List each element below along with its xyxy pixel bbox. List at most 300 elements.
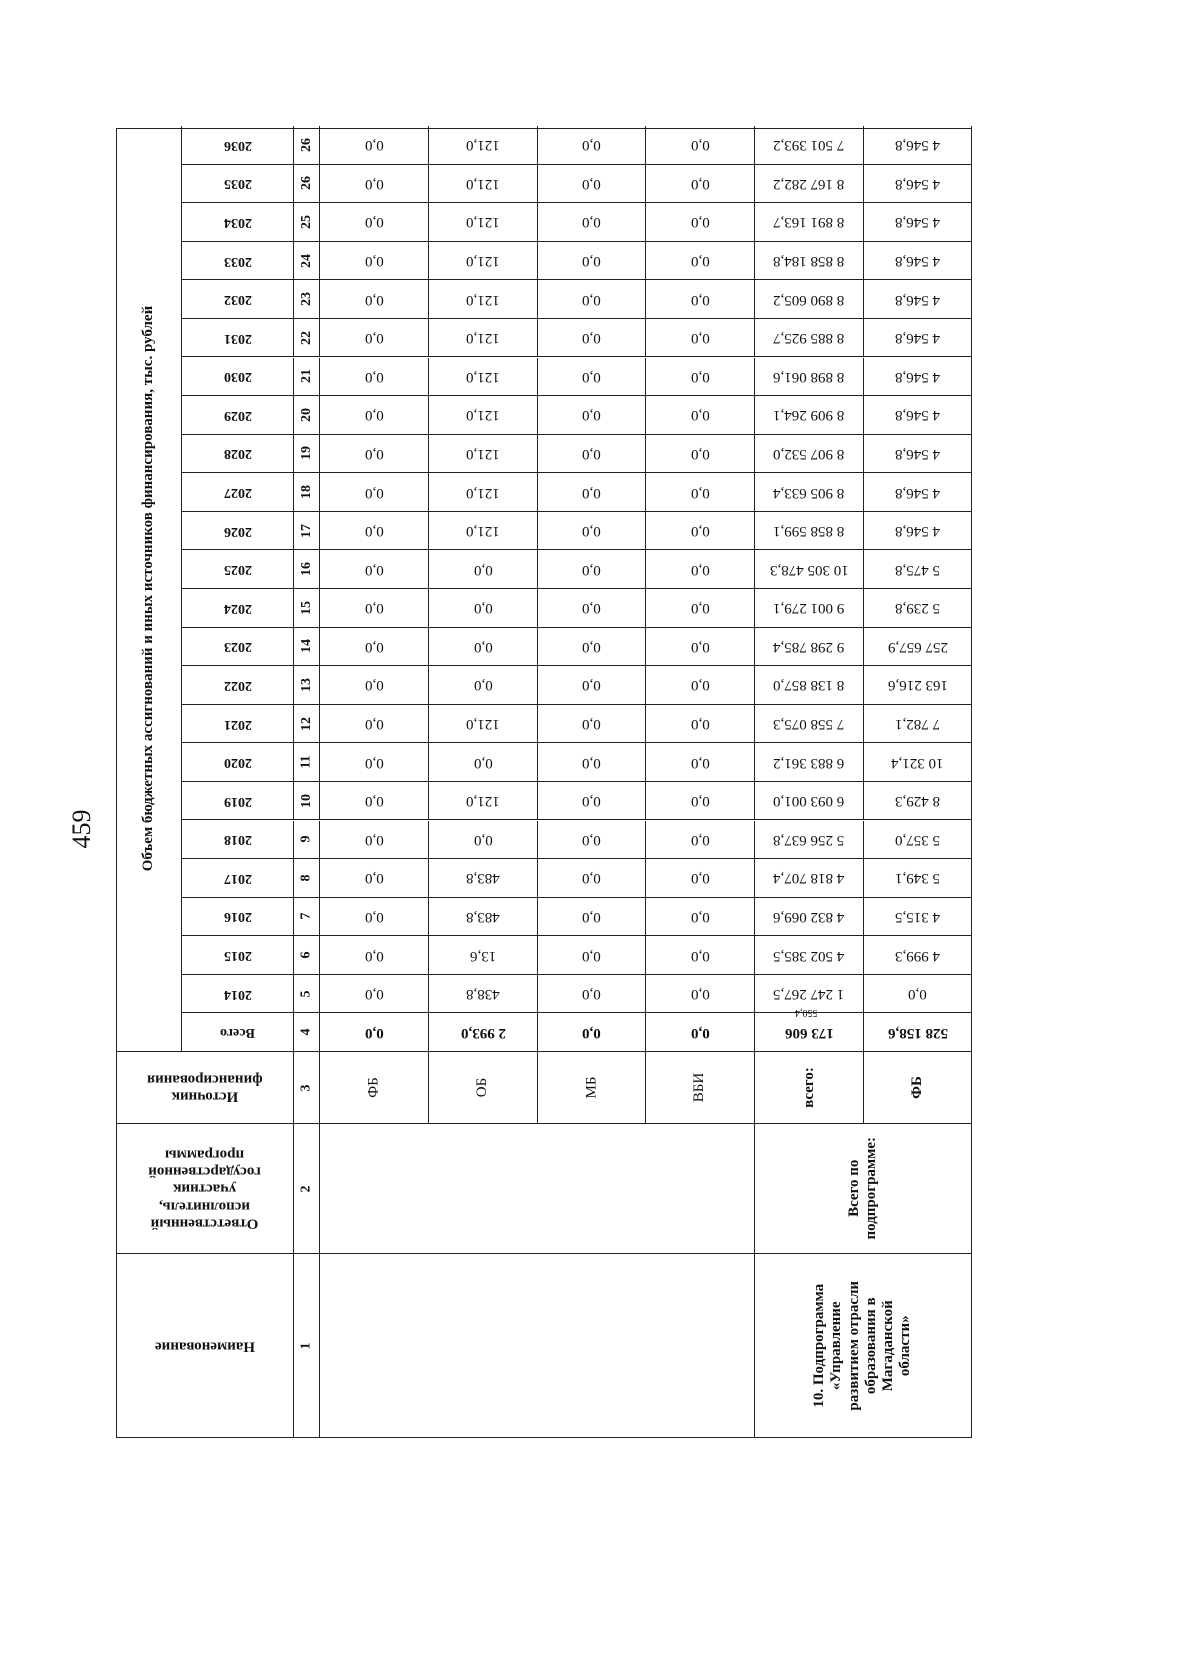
cell-value: 0,0 — [473, 754, 493, 771]
cell-value: 0,0 — [582, 716, 601, 733]
table-cell — [646, 358, 755, 397]
year-label: 2016 — [223, 909, 252, 925]
cell-value: 0,0 — [690, 600, 710, 617]
cell-value: 8 167 282,2 — [773, 175, 845, 192]
year-label: 2027 — [223, 485, 252, 501]
budget-table — [124, 124, 1036, 1528]
table-cell — [538, 859, 646, 898]
table-cell — [646, 319, 755, 358]
table-cell — [538, 705, 646, 744]
cell-value: 4 546,8 — [895, 368, 940, 385]
year-label: 2023 — [223, 639, 252, 655]
cell-value: 0,0 — [364, 870, 384, 887]
table-cell — [320, 743, 429, 782]
table-cell — [320, 550, 429, 589]
cell-value: 483,8 — [466, 870, 500, 887]
source-cell — [538, 1052, 646, 1124]
cell-value: 8 905 633,4 — [773, 484, 845, 501]
table-cell — [646, 512, 755, 551]
cell-value: 121,0 — [466, 368, 500, 385]
cell-value: 0,0 — [473, 638, 493, 655]
subprogram-name-cell — [755, 1254, 972, 1438]
cell-value: 0,0 — [690, 407, 710, 424]
cell-value: 0,0 — [690, 368, 710, 385]
cell-value: 2 993,0 — [460, 1024, 506, 1041]
table-cell — [646, 821, 755, 860]
year-label: 2028 — [223, 446, 252, 462]
cell-value: 0,0 — [473, 831, 493, 848]
table-cell — [646, 782, 755, 821]
column-number-label: 23 — [298, 292, 314, 307]
table-cell — [755, 358, 864, 397]
year-label: 2017 — [223, 870, 252, 886]
table-cell — [538, 203, 646, 242]
table-cell — [646, 280, 755, 319]
table-cell — [429, 1013, 538, 1052]
table-cell — [646, 859, 755, 898]
table-cell — [538, 628, 646, 667]
table-cell — [864, 666, 972, 705]
table-cell — [538, 589, 646, 628]
cell-value: 0,0 — [364, 908, 384, 925]
cell-value: 0,0 — [690, 908, 710, 925]
column-number — [294, 280, 320, 319]
year-label: 2031 — [223, 330, 252, 346]
table-cell — [320, 126, 429, 165]
year-header-2031 — [182, 319, 294, 358]
cell-value: 4 502 385,5 — [773, 947, 845, 964]
table-cell — [429, 782, 538, 821]
cell-value: 4 546,8 — [895, 330, 940, 347]
column-number — [294, 1013, 320, 1052]
cell-value: 0,0 — [690, 986, 710, 1003]
cell-value: 0,0 — [364, 1024, 384, 1041]
table-cell — [320, 936, 429, 975]
cell-value: 9 298 785,4 — [773, 638, 845, 655]
column-number-label: 26 — [298, 176, 314, 191]
table-cell — [429, 203, 538, 242]
table-cell — [429, 589, 538, 628]
table-cell — [320, 203, 429, 242]
column-number-label: 26 — [298, 137, 314, 152]
cell-value: 0,0 — [582, 407, 601, 424]
table-cell — [864, 280, 972, 319]
cell-value: 8 858 184,8 — [773, 253, 845, 270]
table-cell — [864, 165, 972, 204]
column-number — [294, 666, 320, 705]
cell-value: 0,0 — [582, 291, 601, 308]
year-label: 2036 — [223, 137, 252, 153]
cell-value: 0,0 — [364, 330, 384, 347]
cell-value: 10 305 478,3 — [769, 561, 849, 578]
table-cell — [538, 473, 646, 512]
table-cell — [646, 589, 755, 628]
table-cell — [864, 126, 972, 165]
table-cell — [429, 628, 538, 667]
cell-value: 121,0 — [466, 716, 500, 733]
table-cell — [320, 975, 429, 1014]
table-cell — [320, 512, 429, 551]
source-label: ВБИ — [691, 1072, 708, 1103]
cell-value: 121,0 — [466, 445, 500, 462]
cell-value: 8 890 605,2 — [773, 291, 845, 308]
table-cell — [538, 550, 646, 589]
table-cell — [429, 666, 538, 705]
table-cell — [864, 1013, 972, 1052]
cell-value: 0,0 — [582, 870, 601, 887]
table-cell — [538, 435, 646, 474]
cell-value: 4 315,5 — [895, 908, 940, 925]
source-label: всего: — [800, 1067, 817, 1108]
cell-value: 0,0 — [364, 716, 384, 733]
cell-value: 0,0 — [582, 947, 601, 964]
table-cell — [646, 126, 755, 165]
table-cell — [538, 280, 646, 319]
column-number — [294, 550, 320, 589]
table-cell — [864, 705, 972, 744]
cell-value: 0,0 — [582, 600, 601, 617]
cell-value: 0,0 — [690, 793, 710, 810]
cell-value: 121,0 — [466, 407, 500, 424]
cell-value: 0,0 — [690, 137, 710, 154]
cell-value: 0,0 — [582, 793, 601, 810]
table-cell — [320, 589, 429, 628]
cell-value: 7 558 075,3 — [773, 716, 845, 733]
table-cell — [429, 358, 538, 397]
cell-value: 0,0 — [582, 677, 601, 694]
table-cell — [538, 821, 646, 860]
table-cell — [646, 165, 755, 204]
column-number — [294, 589, 320, 628]
table-cell — [538, 1013, 646, 1052]
cell-value: 0,0 — [582, 484, 601, 501]
executor-header-label: Ответственный исполнитель, участник государственной программы — [148, 1146, 261, 1232]
year-header-2025 — [182, 550, 294, 589]
year-header-2020 — [182, 743, 294, 782]
column-number-label: 16 — [298, 562, 314, 577]
table-cell — [755, 242, 864, 281]
table-cell — [755, 165, 864, 204]
cell-value: 0,0 — [690, 484, 710, 501]
column-number-label: 15 — [298, 600, 314, 615]
table-cell — [320, 319, 429, 358]
cell-value: 5 475,8 — [895, 561, 940, 578]
table-cell — [429, 126, 538, 165]
year-header-2029 — [182, 396, 294, 435]
cell-value: 0,0 — [364, 677, 384, 694]
cell-value: 0,0 — [582, 137, 601, 154]
table-cell — [320, 280, 429, 319]
year-header-2014 — [182, 975, 294, 1014]
table-cell — [864, 743, 972, 782]
column-number — [294, 1254, 320, 1438]
year-header-2022 — [182, 666, 294, 705]
year-label: Всего — [220, 1025, 255, 1041]
table-cell — [320, 165, 429, 204]
column-number — [294, 936, 320, 975]
table-cell — [755, 473, 864, 512]
source-label: ФБ — [909, 1076, 925, 1099]
table-cell — [429, 705, 538, 744]
cell-value: 0,0 — [473, 677, 493, 694]
table-cell — [538, 358, 646, 397]
cell-value: 8 898 061,6 — [773, 368, 845, 385]
year-label: 2033 — [223, 253, 252, 269]
cell-value: 0,0 — [582, 253, 601, 270]
year-header-2036 — [182, 126, 294, 165]
year-label: 2020 — [223, 755, 252, 771]
cell-value: 0,0 — [582, 368, 601, 385]
cell-value: 438,8 — [466, 986, 500, 1003]
cell-value: 1 247 267,5 — [773, 986, 845, 1003]
cell-value: 8 138 857,0 — [773, 677, 845, 694]
cell-value: 0,0 — [690, 523, 710, 540]
table-cell — [646, 743, 755, 782]
table-cell — [755, 203, 864, 242]
cell-value: 121,0 — [466, 793, 500, 810]
table-cell — [864, 203, 972, 242]
column-number-label: 19 — [298, 446, 314, 461]
cell-value: 0,0 — [582, 908, 601, 925]
table-cell — [755, 936, 864, 975]
table-cell — [864, 589, 972, 628]
table-cell — [864, 628, 972, 667]
column-number-label: 25 — [298, 214, 314, 229]
column-number — [294, 1124, 320, 1254]
table-cell — [320, 396, 429, 435]
cell-value: 0,0 — [582, 1024, 601, 1041]
table-cell — [755, 435, 864, 474]
column-number — [294, 705, 320, 744]
cell-value: 0,0 — [690, 330, 710, 347]
column-number — [294, 782, 320, 821]
cell-value: 0,0 — [364, 175, 384, 192]
table-cell — [646, 242, 755, 281]
year-label: 2029 — [223, 407, 252, 423]
table-cell — [864, 936, 972, 975]
table-cell — [320, 628, 429, 667]
table-cell — [429, 859, 538, 898]
year-header-2016 — [182, 898, 294, 937]
column-number — [294, 859, 320, 898]
table-cell — [320, 859, 429, 898]
table-cell — [646, 473, 755, 512]
cell-value: 0,0 — [690, 445, 710, 462]
table-cell — [320, 821, 429, 860]
table-cell — [646, 1013, 755, 1052]
cell-value: 0,0 — [364, 484, 384, 501]
column-number-label: 11 — [298, 755, 314, 769]
table-cell — [538, 242, 646, 281]
column-number — [294, 512, 320, 551]
cell-value: 0,0 — [582, 754, 601, 771]
column-number-label: 12 — [298, 716, 314, 731]
cell-value: 121,0 — [466, 291, 500, 308]
source-header-label: Источник финансирования — [146, 1071, 263, 1105]
year-header-2035 — [182, 165, 294, 204]
cell-value: 0,0 — [582, 561, 601, 578]
table-cell — [429, 435, 538, 474]
year-header-2032 — [182, 280, 294, 319]
cell-value: 0,0 — [690, 291, 710, 308]
column-number — [294, 821, 320, 860]
table-cell — [864, 435, 972, 474]
source-cell — [429, 1052, 538, 1124]
table-cell — [538, 512, 646, 551]
column-number — [294, 242, 320, 281]
table-cell — [755, 666, 864, 705]
cell-value: 4 832 069,6 — [773, 908, 845, 925]
cell-value: 8 429,3 — [895, 793, 940, 810]
table-cell — [320, 898, 429, 937]
table-cell — [646, 203, 755, 242]
source-cell — [864, 1052, 972, 1124]
cell-value: 0,0 — [364, 214, 384, 231]
table-cell — [864, 512, 972, 551]
table-cell — [320, 705, 429, 744]
year-header-2015 — [182, 936, 294, 975]
cell-value: 0,0 — [364, 561, 384, 578]
page-number: 459 — [67, 809, 96, 849]
table-cell — [320, 358, 429, 397]
column-number — [294, 319, 320, 358]
year-label: 2025 — [223, 562, 252, 578]
table-cell — [864, 242, 972, 281]
table-cell — [538, 396, 646, 435]
column-number-label: 21 — [298, 369, 314, 384]
table-cell — [864, 550, 972, 589]
cell-value: 7 782,1 — [895, 716, 940, 733]
year-label: 2032 — [223, 292, 252, 308]
column-number — [294, 743, 320, 782]
cell-value: 121,0 — [466, 137, 500, 154]
name-header-label: Наименование — [154, 1338, 255, 1355]
cell-value: 0,0 — [690, 561, 710, 578]
cell-value: 0,0 — [364, 523, 384, 540]
table-cell — [320, 435, 429, 474]
cell-value: 5 349,1 — [895, 870, 940, 887]
year-header-2018 — [182, 821, 294, 860]
cell-value: 5 239,8 — [895, 600, 940, 617]
column-number — [294, 628, 320, 667]
column-number-label: 22 — [298, 330, 314, 345]
cell-value: 0,0 — [582, 175, 601, 192]
table-cell — [864, 859, 972, 898]
year-label: 2030 — [223, 369, 252, 385]
table-cell — [538, 126, 646, 165]
table-cell — [320, 1013, 429, 1052]
cell-value: 173 606 — [784, 1024, 834, 1041]
year-header-2033 — [182, 242, 294, 281]
source-header — [116, 1052, 294, 1124]
cell-value: 4 546,8 — [895, 253, 940, 270]
table-cell — [646, 628, 755, 667]
column-number-label: 4 — [298, 1028, 314, 1036]
cell-value: 4 818 707,4 — [773, 870, 845, 887]
cell-value: 0,0 — [908, 986, 927, 1003]
table-cell — [429, 280, 538, 319]
cell-value: 0,0 — [690, 831, 710, 848]
table-cell — [755, 859, 864, 898]
table-cell — [320, 473, 429, 512]
column-number-label: 14 — [298, 639, 314, 654]
year-header-2017 — [182, 859, 294, 898]
cell-value: 0,0 — [364, 368, 384, 385]
cell-value: 0,0 — [582, 523, 601, 540]
table-cell — [429, 550, 538, 589]
table-cell — [755, 512, 864, 551]
year-label: 2026 — [223, 523, 252, 539]
table-cell — [646, 936, 755, 975]
table-cell — [429, 821, 538, 860]
column-number — [294, 396, 320, 435]
cell-value: 5 357,0 — [895, 831, 940, 848]
cell-value: 0,0 — [690, 947, 710, 964]
year-header-2021 — [182, 705, 294, 744]
cell-value: 0,0 — [364, 793, 384, 810]
table-cell — [320, 242, 429, 281]
cell-value: 7 501 393,2 — [773, 137, 845, 154]
year-label: 2024 — [223, 600, 252, 616]
cell-value: 5 256 637,8 — [773, 831, 845, 848]
year-header-2024 — [182, 589, 294, 628]
table-cell — [538, 936, 646, 975]
total-extra-value: 550,4 — [795, 1007, 818, 1019]
source-label: ФБ — [365, 1077, 382, 1098]
group-header — [116, 126, 182, 1052]
column-number-label: 24 — [298, 253, 314, 268]
table-cell — [538, 898, 646, 937]
column-number — [294, 898, 320, 937]
table-cell — [429, 512, 538, 551]
cell-value: 121,0 — [466, 253, 500, 270]
year-label: 2015 — [223, 948, 252, 964]
column-number — [294, 1052, 320, 1124]
year-header-2026 — [182, 512, 294, 551]
year-label: 2034 — [223, 214, 252, 230]
cell-value: 4 546,8 — [895, 484, 940, 501]
column-number — [294, 126, 320, 165]
cell-value: 8 907 532,0 — [773, 445, 845, 462]
source-cell — [755, 1052, 864, 1124]
table-cell — [755, 550, 864, 589]
table-cell — [429, 242, 538, 281]
table-cell — [429, 165, 538, 204]
cell-value: 528 158,6 — [887, 1024, 948, 1041]
cell-value: 0,0 — [364, 600, 384, 617]
year-header-2019 — [182, 782, 294, 821]
name-header — [116, 1254, 294, 1438]
table-cell — [429, 473, 538, 512]
table-cell — [755, 396, 864, 435]
table-cell — [864, 473, 972, 512]
cell-value: 0,0 — [364, 986, 384, 1003]
cell-value: 0,0 — [690, 175, 710, 192]
table-cell — [646, 550, 755, 589]
column-number-label: 20 — [298, 407, 314, 422]
cell-value: 0,0 — [582, 330, 601, 347]
cell-value: 121,0 — [466, 175, 500, 192]
group-header-label: Объем бюджетных ассигнований и иных источников финансирования, тыс. рублей — [140, 305, 157, 872]
name-empty-cell — [320, 1254, 755, 1438]
table-cell — [755, 126, 864, 165]
table-cell — [538, 743, 646, 782]
cell-value: 0,0 — [473, 600, 493, 617]
table-cell — [646, 396, 755, 435]
table-cell — [864, 782, 972, 821]
subprogram-name-label: 10. Подпрограмма «Управление развитием отрасли образования в Магаданской области» — [811, 1280, 914, 1411]
cell-value: 0,0 — [582, 986, 601, 1003]
